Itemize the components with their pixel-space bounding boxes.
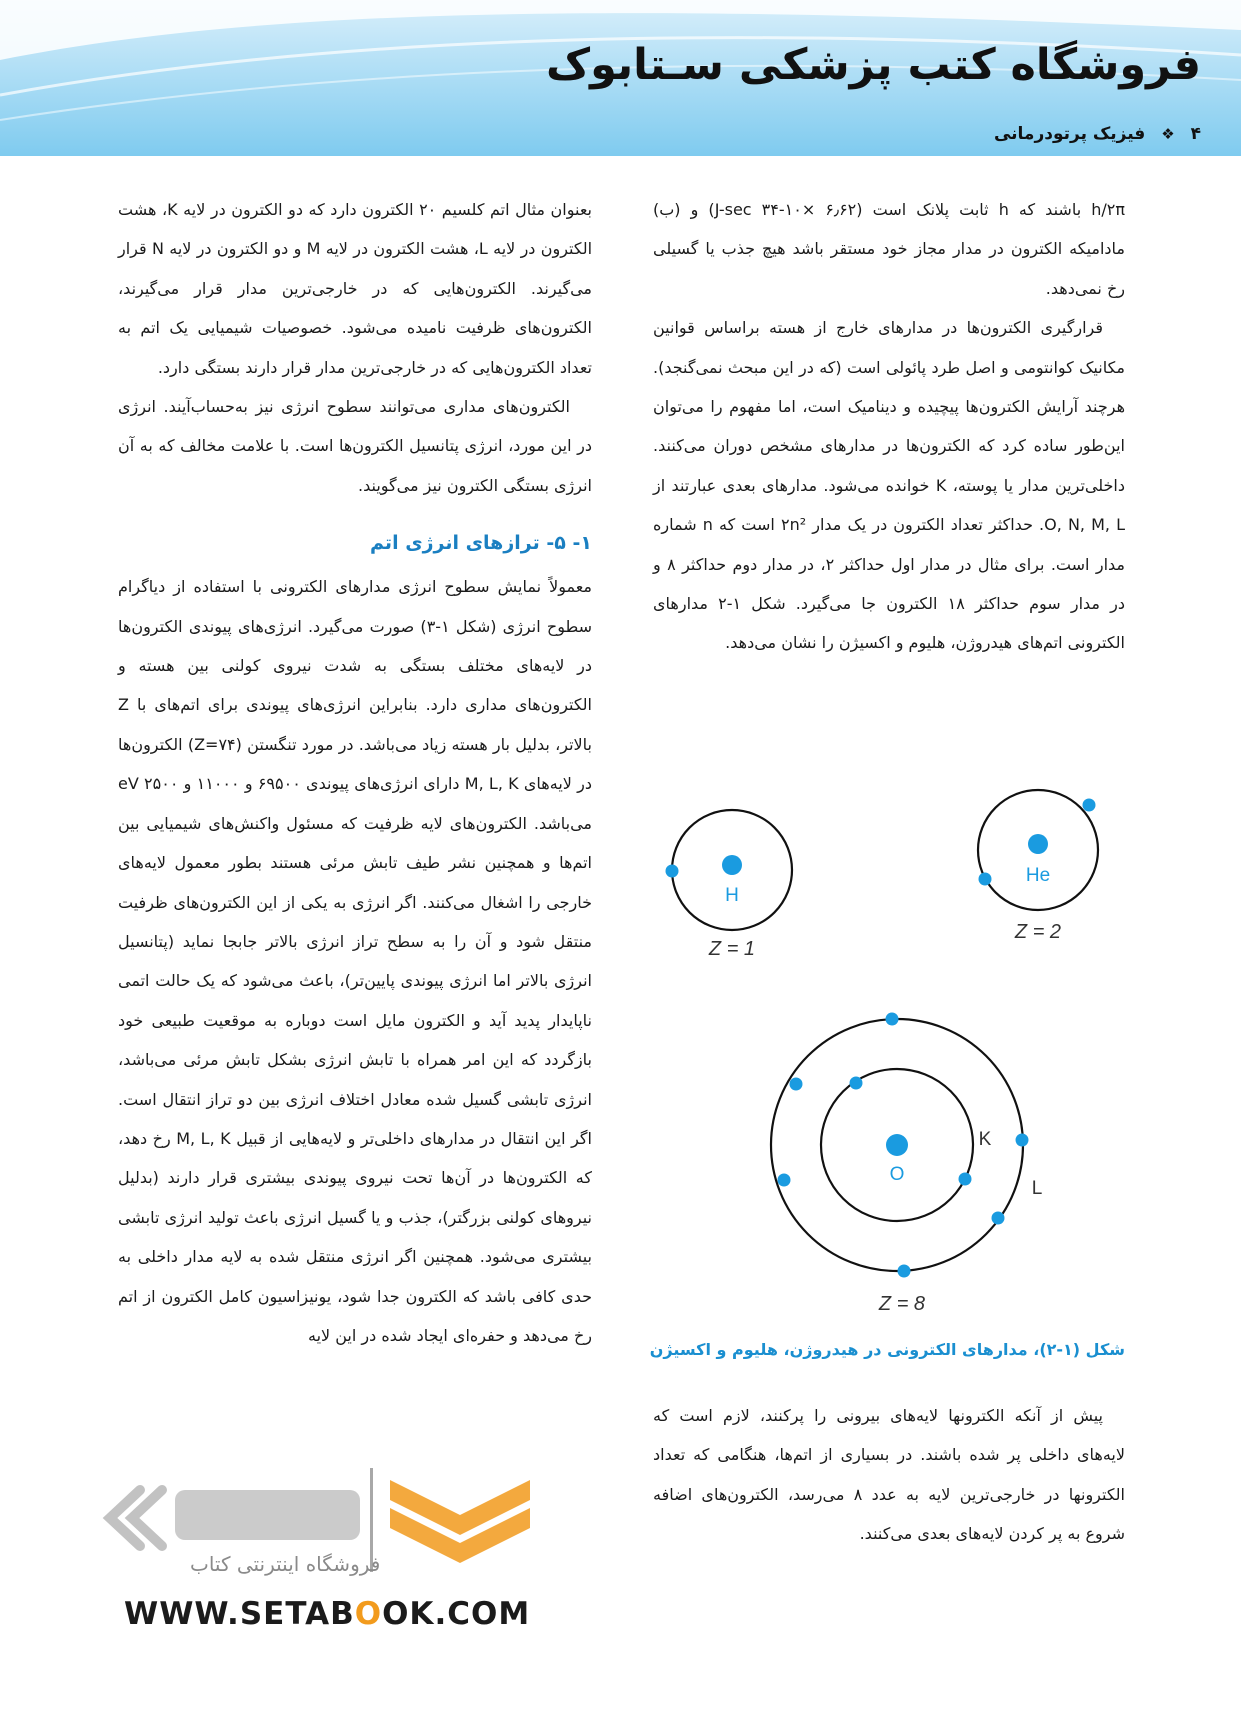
oxygen-symbol: O <box>889 1164 905 1185</box>
paragraph: پیش از آنکه الکترونها لایه‌های بیرونی را پرکنند، لازم است که لایه‌های داخلی پر شده باشند. در بسیاری از اتم‌ها، هنگامی که تعداد الکترونها در خارجی‌ترین لایه به عدد ۸ می‌رسد، الکترون‌های اضافه شروع به پر کردن لایه‌های بعدی می‌کنند. <box>653 1406 1125 1544</box>
oxygen-z-label: Z = 8 <box>878 1293 926 1315</box>
electron <box>1083 799 1096 812</box>
website-o: O <box>354 1596 383 1632</box>
helium-nucleus <box>1028 834 1048 854</box>
watermark-subtitle: فروشگاه اینترنتی کتاب <box>190 1552 381 1576</box>
oxygen-atom <box>771 1013 1042 1316</box>
shell-k-label: K <box>978 1129 992 1150</box>
electron <box>898 1265 911 1278</box>
electron <box>790 1078 803 1091</box>
website-suffix: OK.COM <box>382 1596 531 1632</box>
electron <box>850 1077 863 1090</box>
helium-atom <box>978 790 1098 943</box>
diamond-bullet-icon: ❖ <box>1161 125 1175 143</box>
paragraph: معمولاً نمایش سطوح انرژی مدارهای الکترونی با استفاده از دیاگرام سطوح انرژی (شکل ۱-۳) صورت می‌گیرد. انرژی‌های پیوندی الکترون‌ها در لایه‌های مختلف بستگی به شدت نیروی کولنی بین هسته و الکترون‌های مداری دارد. بنابراین انرژی‌های پیوندی برای اتم‌های با Z بالاتر، بدلیل بار هسته زیاد می‌باشد. در مورد تنگستن (Z=۷۴) الکترون‌ها در لایه‌های M, L, K دارای انرژی‌های پیوندی ۶۹۵۰۰ و ۱۱۰۰۰ و eV ۲۵۰۰ می‌باشد. الکترون‌های لایه ظرفیت که مسئول واکنش‌های شیمیایی بین اتم‌ها و همچنین نشر طیف تابش مرئی هستند بطور معمول لایه‌های خارجی را اشغال می‌کنند. اگر انرژی به یکی از این الکترون‌های ظرفیت منتقل شود و آن را به سطح تراز انرژی بالاتر جابجا نماید (پتانسیل انرژی بالاتر اما انرژی پیوندی پایین‌تر)، باعث می‌شود که یک حالت اتمی ناپایدار پدید آید و الکترون مایل است دوباره به موقعیت طبیعی خود بازگردد که این امر همراه با تابش انرژی بشکل تابش مرئی می‌باشد، انرژی تابشی گسیل شده معادل اختلاف انرژی بین دو تراز انتقال است. اگر این انتقال در مدارهای داخلی‌تر و لایه‌هایی از قبیل M, L, K رخ دهد، که الکترون‌ها در آن‌ها تحت نیروی پیوندی بیشتری قرار دارند (بدلیل نیروهای کولنی بزرگتر)، جذب و یا گسیل انرژی باعث تولید انرژی تابشی بیشتری می‌شود. همچنین اگر انرژی منتقل شده به لایه مدار داخلی به حدی کافی باشد که الکترون جدا شود، یونیزاسیون کامل الکترون از اتم رخ می‌دهد و حفره‌ای ایجاد شده در این لایه <box>118 577 593 1345</box>
helium-symbol: He <box>1025 865 1051 886</box>
electron <box>992 1212 1005 1225</box>
paragraph: h/۲π باشند که h ثابت پلانک است (J-sec ۳۴-۱۰× ۶٫۶۲) و (ب) مادامیکه الکترون در مدار مجاز خود مستقر باشد هیچ جذب یا گسیلی رخ نمی‌دهد. <box>653 200 1125 298</box>
shell-l-label: L <box>1031 1178 1043 1199</box>
paragraph: الکترون‌های مداری می‌توانند سطوح انرژی نیز به‌حساب‌آیند. انرژی در این مورد، انرژی پتانسیل الکترون‌ها است. با علامت مخالف که به آن انرژی بستگی الکترون نیز می‌گویند. <box>118 397 592 495</box>
paragraph: قرارگیری الکترون‌ها در مدارهای خارج از هسته براساس قوانین مکانیک کوانتومی و اصل طرد پائولی است (که در این مبحث نمی‌گنجد). هرچند آرایش الکترون‌ها پیچیده و دینامیک است، اما مفهوم را می‌توان این‌طور ساده کرد که الکترون‌ها در مدارهای مشخص دوران می‌کنند. داخلی‌ترین مدار یا پوسته، K خوانده می‌شود. مدارهای بعدی عبارتند از O, N, M, L. حداکثر تعداد الکترون در یک مدار ۲n² است که n شماره مدار است. برای مثال در مدار اول حداکثر ۲، در مدار دوم حداکثر ۸ و در مدار سوم حداکثر ۱۸ الکترون جا می‌گیرد. شکل ۱-۲ مدارهای الکترونی اتم‌های هیدروژن، هلیوم و اکسیژن را نشان می‌دهد. <box>653 318 1126 653</box>
electron <box>666 865 679 878</box>
hydrogen-nucleus <box>722 855 742 875</box>
website-prefix: WWW.SETAB <box>124 1596 355 1632</box>
electron <box>1016 1134 1029 1147</box>
figure-caption: شکل (۱-۲)، مدارهای الکترونی در هیدروژن، هلیوم و اکسیژن <box>649 1340 1125 1359</box>
electron <box>979 873 992 886</box>
right-column <box>653 190 1125 663</box>
page-number: ۴ <box>1190 124 1201 144</box>
electron <box>886 1013 899 1026</box>
right-column-after-figure <box>653 1396 1125 1554</box>
left-column <box>118 190 592 1355</box>
helium-z-label: Z = 2 <box>1014 921 1062 943</box>
electron <box>778 1174 791 1187</box>
hydrogen-atom <box>666 810 793 960</box>
orbit-diagram <box>640 760 1140 1320</box>
logo-wordmark-block <box>175 1490 360 1540</box>
figure-electron-orbits <box>640 760 1140 1320</box>
store-title: فروشگاه کتب پزشکی سـتابوک <box>546 40 1201 90</box>
running-head <box>994 124 1201 144</box>
section-heading: ۱- ۵- ترازهای انرژی اتم <box>370 532 592 555</box>
website-url <box>124 1596 530 1632</box>
electron <box>959 1173 972 1186</box>
paragraph: بعنوان مثال اتم کلسیم ۲۰ الکترون دارد که دو الکترون در لایه K، هشت الکترون در لایه L، هشت الکترون در لایه M و دو الکترون در لایه N قرار می‌گیرند. الکترون‌هایی که در خارجی‌ترین مدار قرار می‌گیرند، الکترون‌های ظرفیت نامیده می‌شود. خصوصیات شیمیایی یک اتم به تعداد الکترون‌هایی که در خارجی‌ترین مدار قرار دارند بستگی دارد. <box>118 200 593 377</box>
book-title: فیزیک پرتودرمانی <box>993 124 1146 144</box>
hydrogen-z-label: Z = 1 <box>708 938 756 960</box>
oxygen-nucleus <box>886 1134 908 1156</box>
hydrogen-symbol: H <box>725 885 739 906</box>
